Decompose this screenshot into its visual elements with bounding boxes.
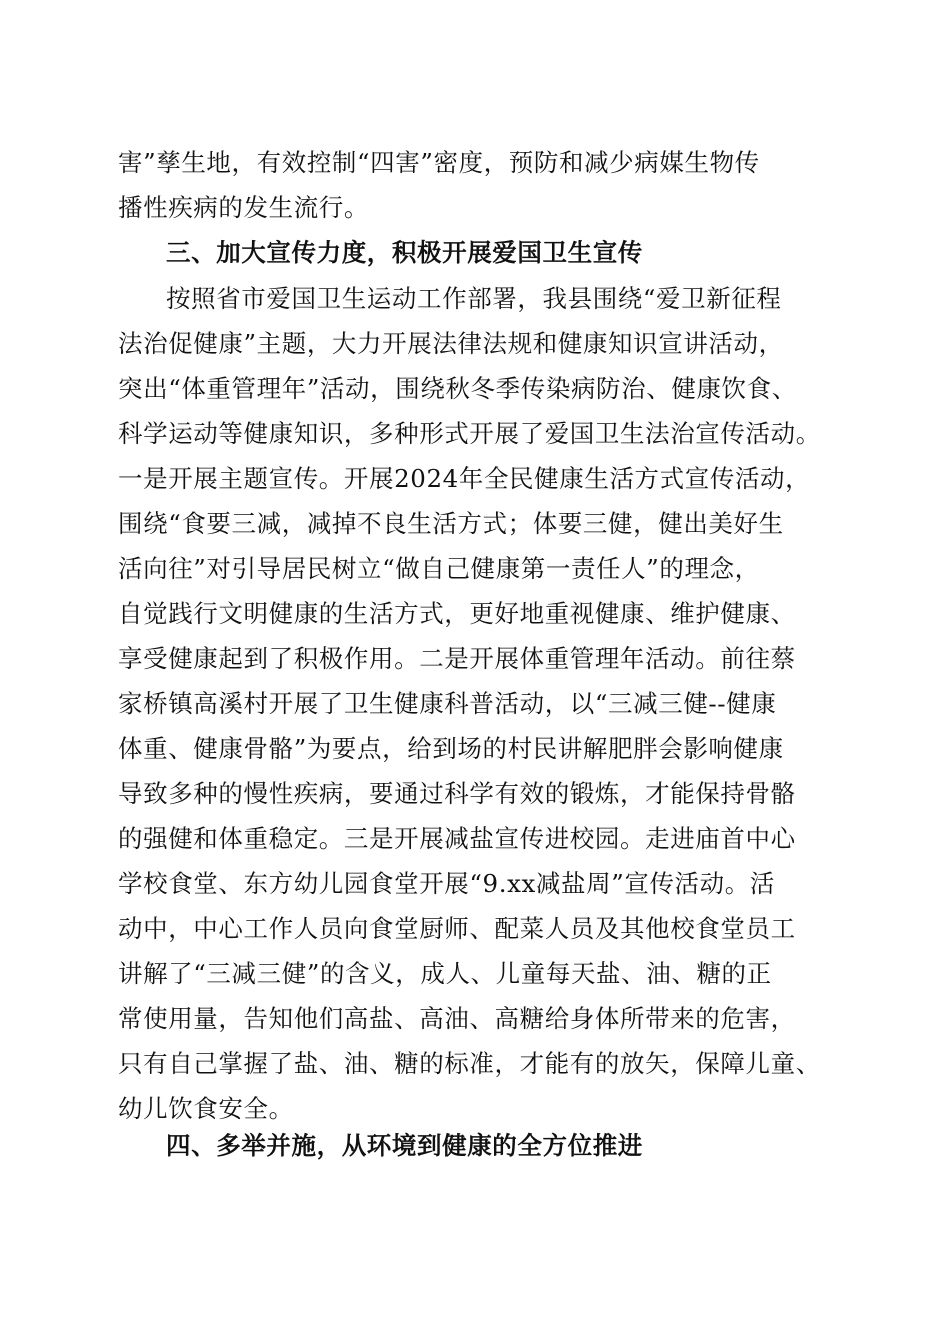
body-line: 围绕“食要三减，减掉不良生活方式；体要三健，健出美好生: [118, 509, 784, 538]
body-line: 动中，中心工作人员向食堂厨师、配菜人员及其他校食堂员工: [118, 914, 796, 943]
body-line: 学校食堂、东方幼儿园食堂开展“9.xx减盐周”宣传活动。活: [118, 869, 775, 898]
body-line: 的强健和体重稳定。三是开展减盐宣传进校园。走进庙首中心: [118, 824, 796, 853]
body-line: 科学运动等健康知识，多种形式开展了爱国卫生法治宣传活动。: [118, 419, 821, 448]
body-line: 播性疾病的发生流行。: [118, 193, 369, 222]
body-line: 自觉践行文明健康的生活方式，更好地重视健康、维护健康、: [118, 599, 796, 628]
paragraph-first-line: 按照省市爱国卫生运动工作部署，我县围绕“爱卫新征程: [166, 284, 782, 313]
body-line: 活向往”对引导居民树立“做自己健康第一责任人”的理念，: [118, 554, 760, 583]
body-line: 害”孳生地，有效控制“四害”密度，预防和减少病媒生物传: [118, 148, 760, 177]
section-heading: 四、多举并施，从环境到健康的全方位推进: [166, 1131, 643, 1160]
body-line: 法治促健康”主题，大力开展法律法规和健康知识宣讲活动，: [118, 329, 784, 358]
body-line: 讲解了“三减三健”的含义，成人、儿童每天盐、油、糖的正: [118, 959, 772, 988]
body-line: 一是开展主题宣传。开展2024年全民健康生活方式宣传活动，: [118, 464, 811, 493]
body-line: 导致多种的慢性疾病，要通过科学有效的锻炼，才能保持骨骼: [118, 779, 796, 808]
body-line: 享受健康起到了积极作用。二是开展体重管理年活动。前往蔡: [118, 644, 796, 673]
section-heading: 三、加大宣传力度，积极开展爱国卫生宣传: [166, 238, 643, 267]
body-line: 体重、健康骨骼”为要点，给到场的村民讲解肥胖会影响健康: [118, 734, 784, 763]
body-line: 常使用量，告知他们高盐、高油、高糖给身体所带来的危害，: [118, 1004, 796, 1033]
body-line: 幼儿饮食安全。: [118, 1094, 294, 1123]
body-line: 家桥镇高溪村开展了卫生健康科普活动，以“三减三健--健康: [118, 689, 777, 718]
body-line: 突出“体重管理年”活动，围绕秋冬季传染病防治、健康饮食、: [118, 374, 797, 403]
body-line: 只有自己掌握了盐、油、糖的标准，才能有的放矢，保障儿童、: [118, 1049, 821, 1078]
